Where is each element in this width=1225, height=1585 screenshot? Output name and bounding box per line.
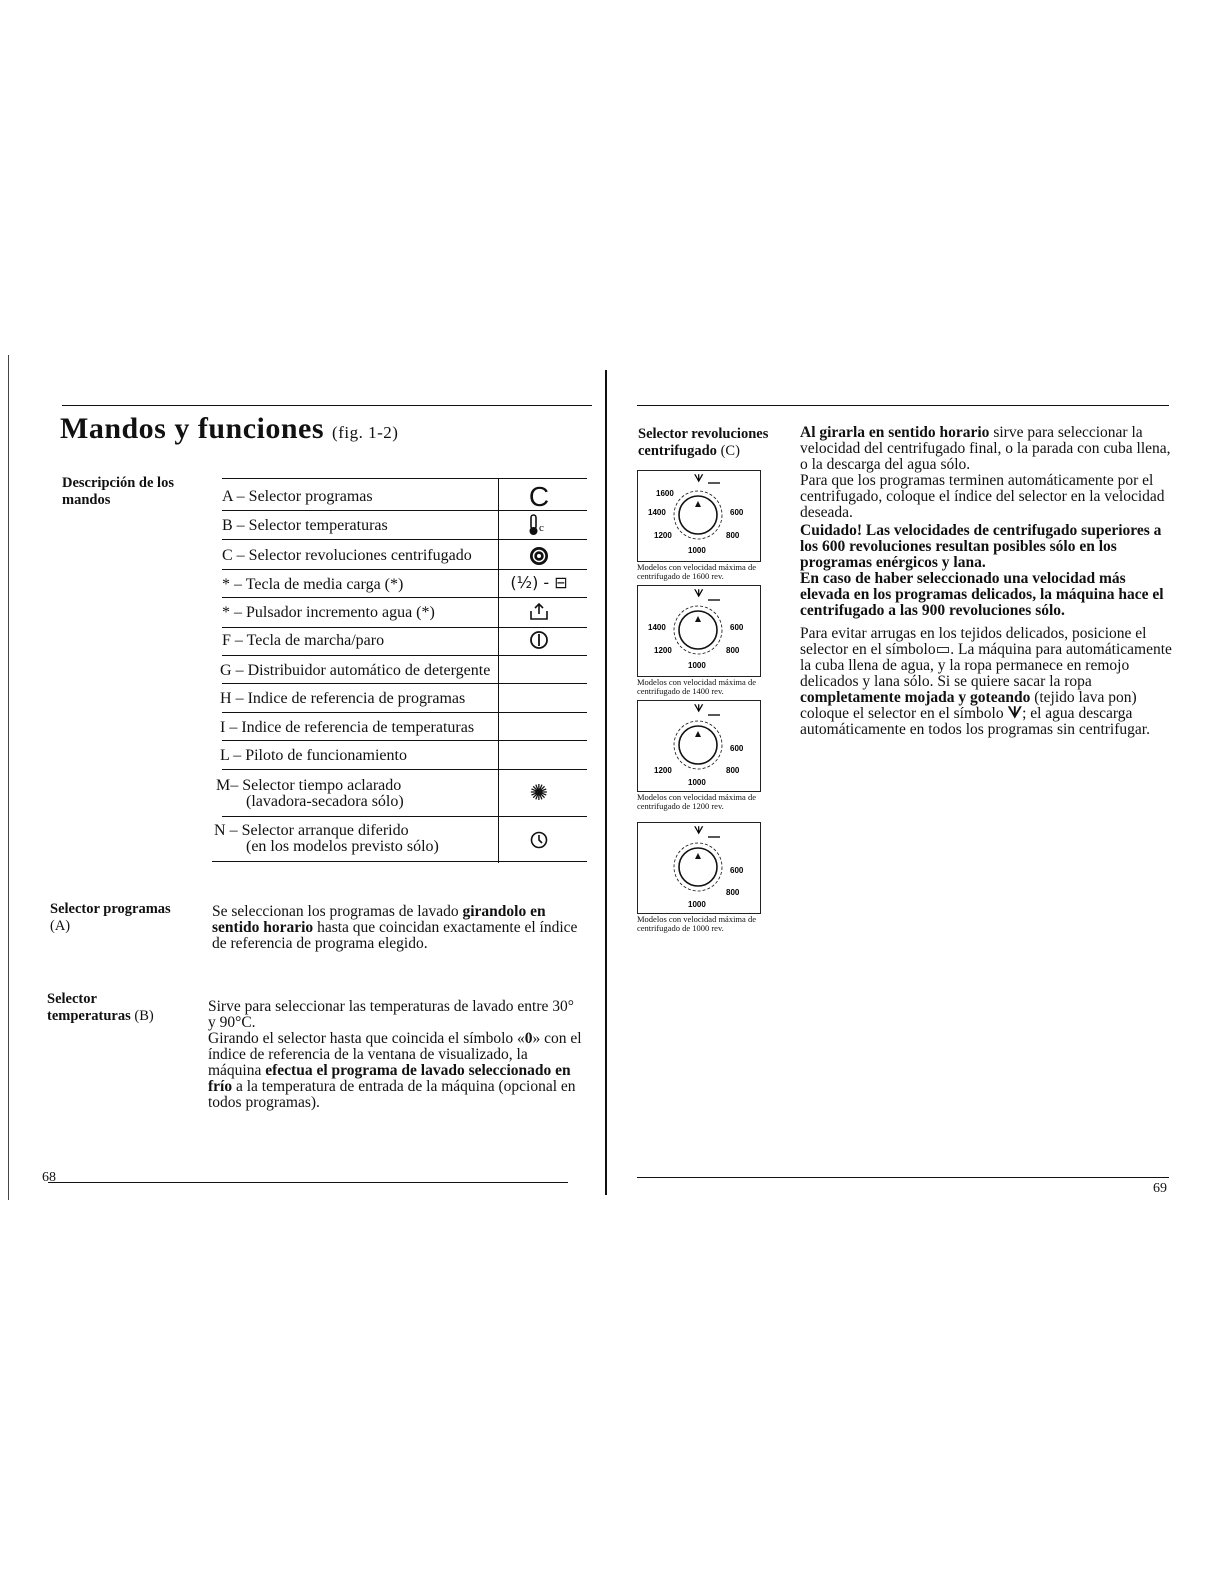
dial-caption: Modelos con velocidad máxima de centrifugado de 1400 rev. [637, 677, 756, 696]
speed-label: 600 [730, 623, 744, 632]
sel-prog-label: Selector programas (A) [50, 901, 171, 934]
sel-temp-p2: Girando el selector hasta que coincida el símbolo «0» con el índice de referencia de la ventana de visualizado, la máquina efectua el programa de lavado seleccionado en frío a la temperatura de entrada de la máquina (opcional en todos programas). [208, 1030, 582, 1111]
dial-1000 [637, 822, 761, 914]
spin-p2: Para que los programas terminen automáticamente por el centrifugado, coloque el índice del selector en la velocidad deseada. [800, 472, 1165, 521]
speed-label: 600 [730, 744, 744, 753]
row-sub: (lavadora-secadora sólo) [246, 793, 404, 810]
table-row: M– Selector tiempo aclarado [216, 777, 402, 794]
table-row: G – Distribuidor automático de detergente [220, 662, 491, 679]
table-row: B – Selector temperaturas [222, 517, 388, 534]
table-row: C – Selector revoluciones centrifugado [222, 547, 472, 564]
speed-label: 600 [730, 866, 744, 875]
svg-text:ᗐ: ᗐ [694, 474, 704, 485]
speed-label: 800 [726, 646, 740, 655]
speed-label: 600 [730, 508, 744, 517]
spin-icon [499, 545, 579, 572]
page-fold [605, 370, 607, 1195]
dial-1200 [637, 700, 761, 792]
sun-icon: ✺ [529, 781, 549, 806]
title-ref: (fig. 1-2) [332, 423, 399, 442]
speed-label: 1000 [688, 661, 706, 670]
speed-label: 1200 [654, 766, 672, 775]
c-icon: C [528, 481, 550, 512]
table-row: * – Pulsador incremento agua (*) [222, 604, 435, 621]
speed-label: 1600 [656, 489, 674, 498]
spin-heading: Selector revoluciones centrifugado (C) [638, 426, 769, 459]
half-load-icon: (½) - ⊟ [510, 573, 568, 592]
speed-label: 1200 [654, 646, 672, 655]
speed-label: 1000 [688, 778, 706, 787]
speed-label: 1000 [688, 546, 706, 555]
svg-text:ᗐ: ᗐ [694, 826, 704, 837]
table-top-rule [222, 478, 587, 479]
svg-text:ᗐ: ᗐ [694, 704, 704, 715]
page-number-right: 69 [1153, 1181, 1167, 1196]
page-number-left: 68 [42, 1170, 56, 1185]
row-rule [222, 655, 587, 656]
row-rule [222, 740, 587, 741]
row-rule [222, 816, 587, 817]
dial-caption: Modelos con velocidad máxima de centrifugado de 1600 rev. [637, 562, 756, 581]
title-text: Mandos y funciones [60, 412, 325, 445]
dial-1400 [637, 585, 761, 677]
dial-caption: Modelos con velocidad máxima de centrifugado de 1200 rev. [637, 792, 756, 811]
left-edge [8, 355, 9, 1200]
spin-p1: Al girarla en sentido horario sirve para seleccionar la velocidad del centrifugado final, o la parada con cuba llena, o la descarga del agua sólo. [800, 424, 1171, 473]
power-icon [499, 630, 579, 655]
bottom-rule-right [637, 1177, 1169, 1178]
spin-p5: Para evitar arrugas en los tejidos delicados, posicione el selector en el símbolo▭. La máquina para automáticamente la cuba llena de agua, y la ropa permanece en remojo delicados y lana sólo. Si se quiere sacar la ropa completamente mojada y goteando (tejido lava pon) coloque el selector en el símbolo ᗐ; el agua descarga automáticamente en todos los programas sin centrifugar. [800, 625, 1172, 738]
table-row: * – Tecla de media carga (*) [222, 576, 404, 593]
table-row: H – Indice de referencia de programas [220, 690, 466, 707]
spin-text [800, 425, 1172, 738]
desc-label: Descripción de los mandos [62, 475, 174, 508]
speed-label: 1000 [688, 900, 706, 909]
row-rule [222, 683, 587, 684]
row-rule [222, 769, 587, 770]
thermometer-icon [499, 513, 579, 542]
speed-label: 1400 [648, 623, 666, 632]
table-row: L – Piloto de funcionamiento [220, 747, 407, 764]
row-rule [222, 597, 587, 598]
table-row: F – Tecla de marcha/paro [222, 632, 385, 649]
row-sub: (en los modelos previsto sólo) [246, 838, 439, 855]
dial-1600 [637, 470, 761, 562]
page-title [60, 412, 398, 446]
row-rule [222, 712, 587, 713]
sel-prog-text: Se seleccionan los programas de lavado girandolo en sentido horario hasta que coincidan exactamente el índice de referencia de programa elegido. [212, 903, 578, 952]
speed-label: 800 [726, 888, 740, 897]
table-row: A – Selector programas [222, 488, 373, 505]
bottom-rule-left [48, 1182, 568, 1183]
sel-temp-text [208, 999, 583, 1111]
clock-icon [499, 830, 579, 855]
table-row: I – Indice de referencia de temperaturas [220, 719, 475, 736]
svg-text:c: c [539, 522, 544, 534]
spin-p4: En caso de haber seleccionado una velocidad más elevada en los programas delicados, la máquina hace el centrifugado a las 900 revoluciones sólo. [800, 570, 1164, 619]
top-rule-right [637, 405, 1169, 406]
speed-label: 1200 [654, 531, 672, 540]
table-bottom-rule [212, 861, 587, 862]
sel-temp-label: Selector temperaturas (B) [47, 991, 154, 1024]
table-row: N – Selector arranque diferido [214, 822, 409, 839]
dial-caption: Modelos con velocidad máxima de centrifugado de 1000 rev. [637, 914, 756, 933]
speed-label: 1400 [648, 508, 666, 517]
speed-label: 800 [726, 766, 740, 775]
speed-label: 800 [726, 531, 740, 540]
top-rule-left [62, 405, 592, 406]
svg-text:ᗐ: ᗐ [694, 589, 704, 600]
spin-p3: Cuidado! Las velocidades de centrifugado superiores a los 600 revoluciones resultan posibles sólo en los programas enérgicos y lana. [800, 522, 1162, 571]
sel-temp-p1: Sirve para seleccionar las temperaturas de lavado entre 30° y 90°C. [208, 998, 574, 1031]
row-rule [222, 627, 587, 628]
water-plus-icon [499, 602, 579, 627]
controls-table [212, 475, 587, 865]
